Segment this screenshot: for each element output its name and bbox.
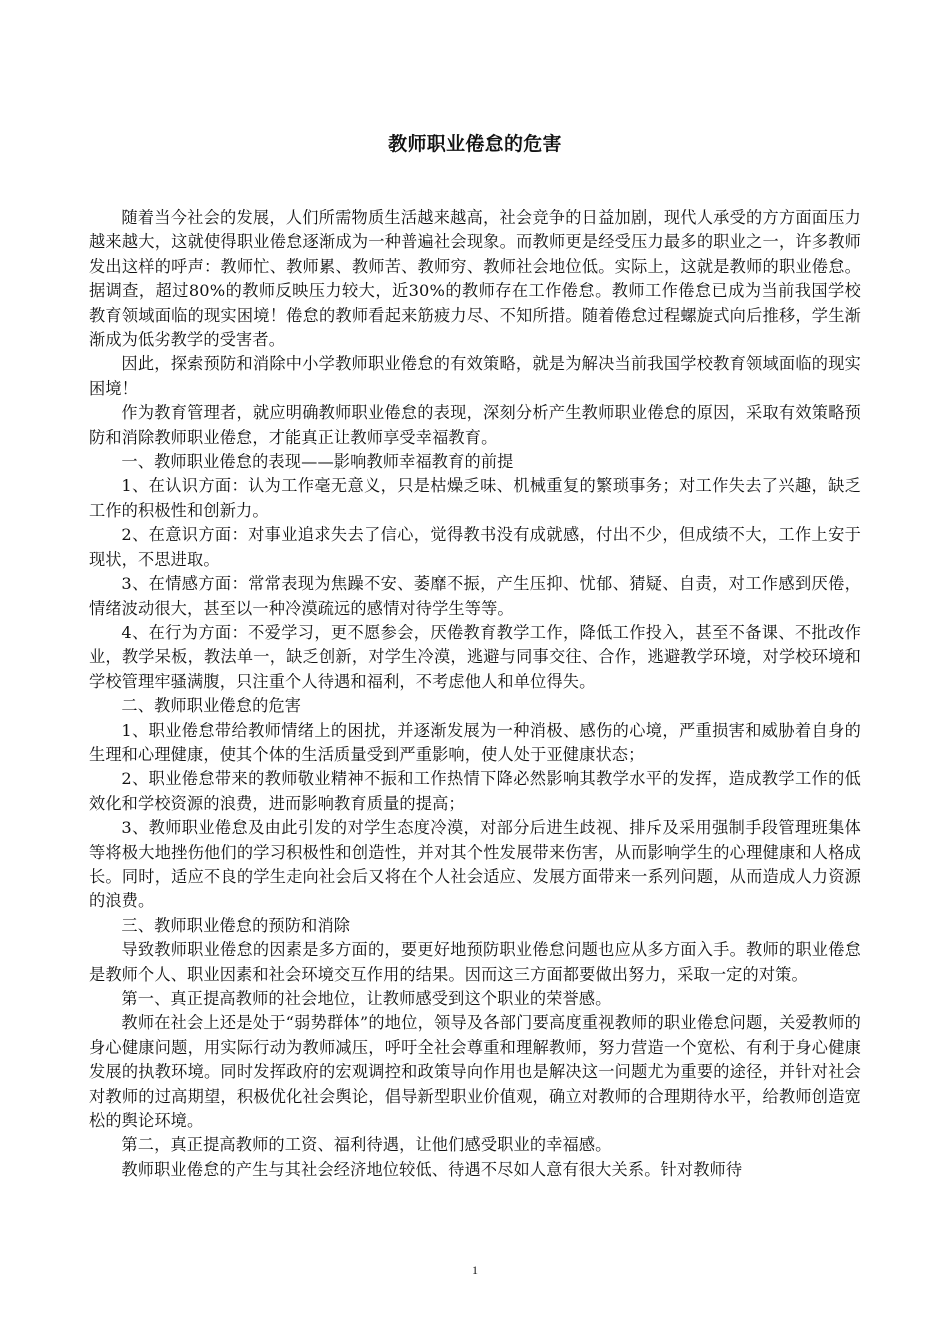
- document-body: [89, 206, 861, 1182]
- section-heading: 一、教师职业倦怠的表现——影响教师幸福教育的前提: [121, 452, 514, 472]
- page-number: 1: [472, 1263, 478, 1277]
- paragraph: 教师在社会上还是处于“弱势群体”的地位，领导及各部门要高度重视教师的职业倦怠问题，关爱教师的身心健康问题，用实际行动为教师减压，呼吁全社会尊重和理解教师，努力营造一个宽松、有利于身心健康发展的执教环境。同时发挥政府的宏观调控和政策导向作用也是解决这一问题尤为重要的途径，并针对社会对教师的过高期望，积极优化社会舆论，倡导新型职业价值观，确立对教师的合理期待水平，给教师创造宽松的舆论环境。: [89, 1013, 861, 1131]
- paragraph: 第一、真正提高教师的社会地位，让教师感受到这个职业的荣誉感。: [121, 989, 612, 1008]
- paragraph: 2、在意识方面：对事业追求失去了信心，觉得教书没有成就感，付出不少，但成绩不大，工作上安于现状，不思进取。: [89, 525, 861, 569]
- paragraph: 因此，探索预防和消除中小学教师职业倦怠的有效策略，就是为解决当前我国学校教育领域面临的现实困境！: [89, 354, 861, 398]
- paragraph: 教师职业倦怠的产生与其社会经济地位较低、待遇不尽如人意有很大关系。针对教师待: [121, 1159, 743, 1179]
- paragraph: 4、在行为方面：不爱学习，更不愿参会，厌倦教育教学工作，降低工作投入，甚至不备课、不批改作业，教学呆板，教法单一，缺乏创新，对学生冷漠，逃避与同事交往、合作，逃避教学环境，对学校环境和学校管理牢骚满腹，只注重个人待遇和福利，不考虑他人和单位得失。: [89, 622, 861, 691]
- section-heading: 二、教师职业倦怠的危害: [121, 696, 302, 716]
- section-heading: 三、教师职业倦怠的预防和消除: [121, 915, 351, 935]
- paragraph: 2、职业倦怠带来的教师敬业精神不振和工作热情下降必然影响其教学水平的发挥，造成教学工作的低效化和学校资源的浪费，进而影响教育质量的提高；: [89, 769, 861, 813]
- paragraph: 导致教师职业倦怠的因素是多方面的，要更好地预防职业倦怠问题也应从多方面入手。教师的职业倦怠是教师个人、职业因素和社会环境交互作用的结果。因而这三方面都要做出努力，采取一定的对策。: [89, 940, 861, 984]
- paragraph: 1、在认识方面：认为工作毫无意义，只是枯燥乏味、机械重复的繁琐事务；对工作失去了兴趣，缺乏工作的积极性和创新力。: [89, 476, 861, 520]
- document-title: 教师职业倦怠的危害: [388, 133, 562, 155]
- paragraph: 3、教师职业倦怠及由此引发的对学生态度冷漠，对部分后进生歧视、排斥及采用强制手段管理班集体等将极大地挫伤他们的学习积极性和创造性，并对其个性发展带来伤害，从而影响学生的心理健康和人格成长。同时，适应不良的学生走向社会后又将在个人社会适应、发展方面带来一系列问题，从而造成人力资源的浪费。: [89, 818, 861, 911]
- paragraph: 第二，真正提高教师的工资、福利待遇，让他们感受职业的幸福感。: [121, 1135, 612, 1155]
- paragraph: 随着当今社会的发展，人们所需物质生活越来越高，社会竞争的日益加剧，现代人承受的方方面面压力越来越大，这就使得职业倦怠逐渐成为一种普遍社会现象。而教师更是经受压力最多的职业之一，许多教师发出这样的呼声：教师忙、教师累、教师苦、教师穷、教师社会地位低。实际上，这就是教师的职业倦怠。据调查，超过80%的教师反映压力较大，近30%的教师存在工作倦怠。教师工作倦怠已成为当前我国学校教育领域面临的现实困境！倦怠的教师看起来筋疲力尽、不知所措。随着倦怠过程螺旋式向后推移，学生渐渐成为低劣教学的受害者。: [89, 208, 861, 350]
- paragraph: 1、职业倦怠带给教师情绪上的困扰，并逐渐发展为一种消极、感伤的心境，严重损害和威胁着自身的生理和心理健康，使其个体的生活质量受到严重影响，使人处于亚健康状态；: [89, 720, 861, 764]
- paragraph: 作为教育管理者，就应明确教师职业倦怠的表现，深刻分析产生教师职业倦怠的原因，采取有效策略预防和消除教师职业倦怠，才能真正让教师享受幸福教育。: [89, 403, 861, 447]
- paragraph: 3、在情感方面：常常表现为焦躁不安、萎靡不振，产生压抑、忧郁、猜疑、自责，对工作感到厌倦，情绪波动很大，甚至以一种冷漠疏远的感情对待学生等等。: [89, 574, 861, 618]
